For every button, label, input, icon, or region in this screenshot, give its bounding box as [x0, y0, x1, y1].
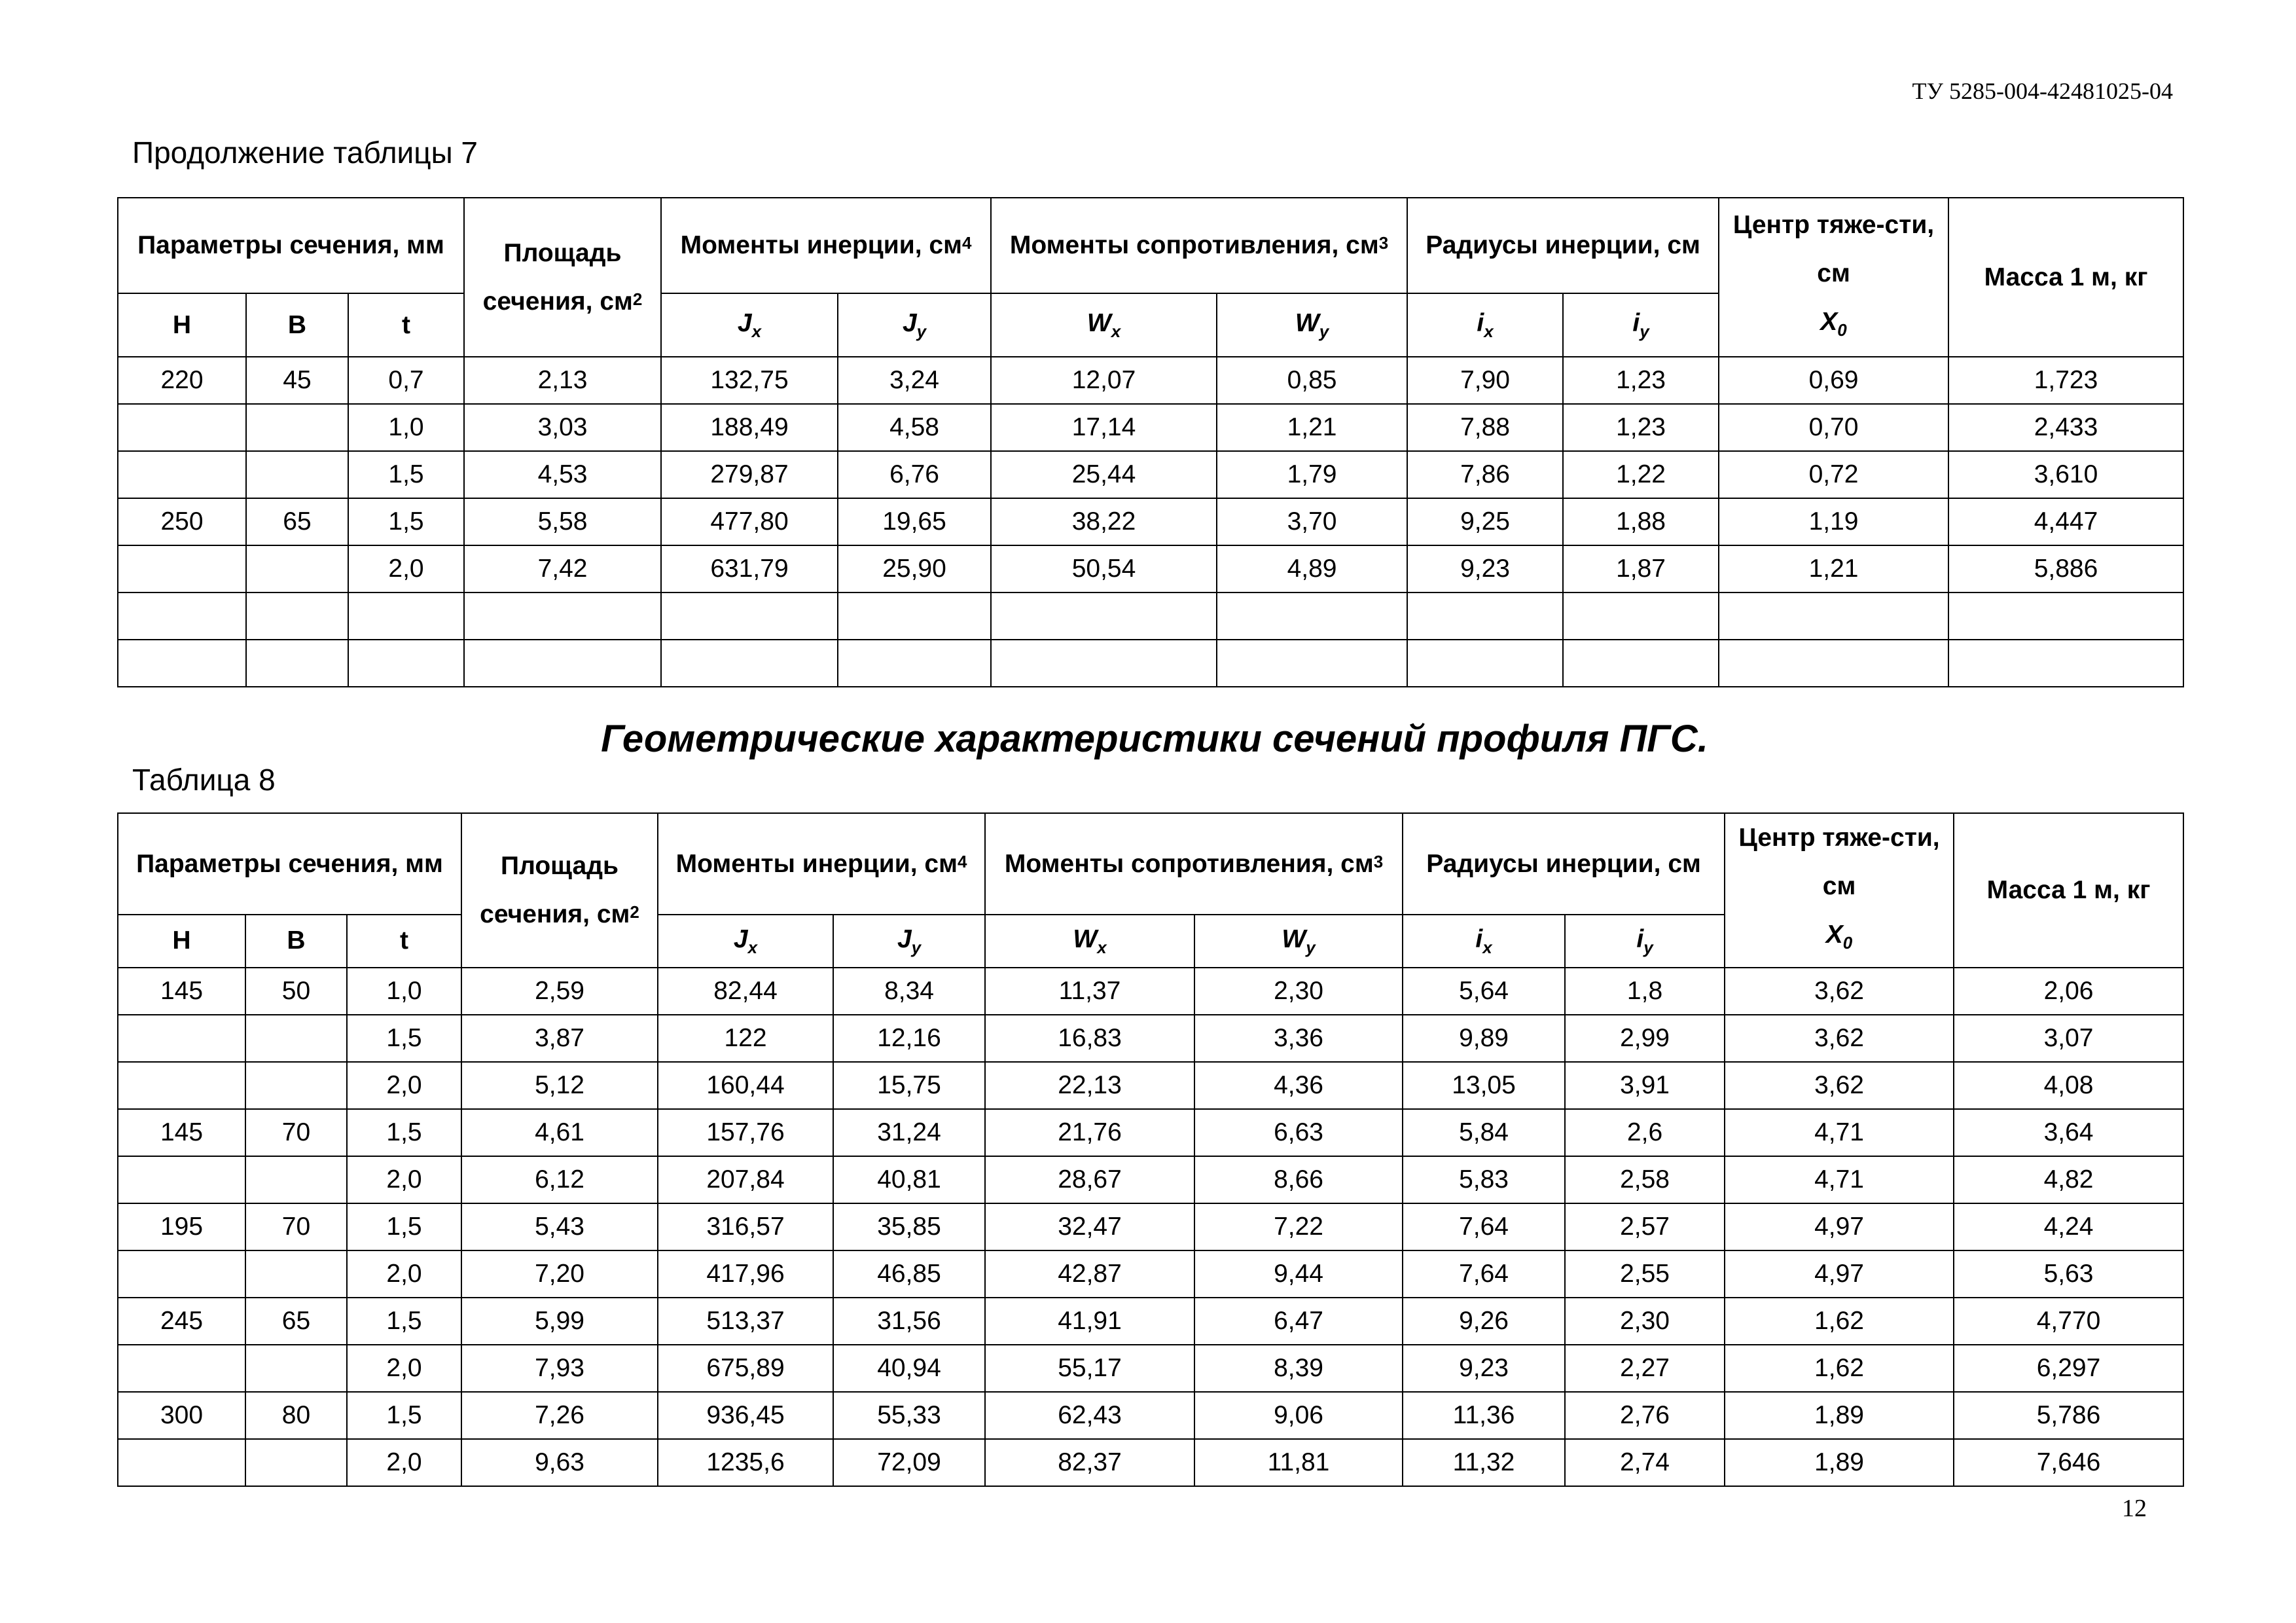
table-cell: 2,58	[1565, 1156, 1725, 1203]
table-cell: 5,43	[461, 1203, 658, 1250]
header-mass: Масса 1 м, кг	[1948, 198, 2183, 357]
header-Jx: $J_x$	[658, 915, 833, 968]
table-cell: 220	[118, 357, 246, 404]
table-row	[118, 1015, 2183, 1062]
table-cell: 7,88	[1407, 404, 1563, 451]
table-cell: 7,646	[1954, 1439, 2183, 1486]
table-7-caption: Продолжение таблицы 7	[132, 136, 478, 170]
table-cell	[1563, 640, 1719, 687]
table-cell: 6,47	[1194, 1298, 1403, 1345]
table-cell: 1,21	[1217, 404, 1407, 451]
table-cell: 2,0	[347, 1250, 461, 1298]
table-cell: 2,76	[1565, 1392, 1725, 1439]
table-cell: 3,64	[1954, 1109, 2183, 1156]
table-cell: 7,86	[1407, 451, 1563, 498]
table-cell	[246, 404, 348, 451]
table-cell: 31,56	[833, 1298, 985, 1345]
table-cell: 6,76	[838, 451, 991, 498]
table-cell: 70	[245, 1109, 347, 1156]
header-inertia: Моменты инерции, $см^4$	[658, 813, 985, 915]
table-cell: 5,786	[1954, 1392, 2183, 1439]
table-cell	[118, 451, 246, 498]
table-cell	[118, 404, 246, 451]
table-cell	[464, 593, 661, 640]
table-cell	[245, 1439, 347, 1486]
table-cell: 3,36	[1194, 1015, 1403, 1062]
table-cell: 12,16	[833, 1015, 985, 1062]
table-cell: 477,80	[661, 498, 838, 545]
table-cell: 4,770	[1954, 1298, 2183, 1345]
table-cell: 5,63	[1954, 1250, 2183, 1298]
table-cell: 513,37	[658, 1298, 833, 1345]
table-cell: 12,07	[991, 357, 1217, 404]
table-cell: 4,53	[464, 451, 661, 498]
table-cell: 1,89	[1725, 1392, 1954, 1439]
table-cell: 145	[118, 968, 245, 1015]
table-cell: 2,30	[1194, 968, 1403, 1015]
table-cell: 41,91	[985, 1298, 1194, 1345]
table-cell: 5,12	[461, 1062, 658, 1109]
table-cell: 2,55	[1565, 1250, 1725, 1298]
table-cell: 11,32	[1403, 1439, 1565, 1486]
table-cell: 1,23	[1563, 357, 1719, 404]
table-cell: 3,07	[1954, 1015, 2183, 1062]
table-cell	[118, 1345, 245, 1392]
table-cell: 3,91	[1565, 1062, 1725, 1109]
table-cell: 82,37	[985, 1439, 1194, 1486]
table-cell: 70	[245, 1203, 347, 1250]
table-cell: 0,69	[1719, 357, 1948, 404]
table-cell: 1,0	[348, 404, 464, 451]
table-cell	[118, 545, 246, 593]
table-cell: 250	[118, 498, 246, 545]
header-B: B	[245, 915, 347, 968]
table-cell: 1,5	[347, 1298, 461, 1345]
table-cell: 4,89	[1217, 545, 1407, 593]
table-cell: 9,25	[1407, 498, 1563, 545]
table-cell: 160,44	[658, 1062, 833, 1109]
table-cell: 1,79	[1217, 451, 1407, 498]
header-radii: Радиусы инерции, см	[1403, 813, 1725, 915]
table-cell: 7,22	[1194, 1203, 1403, 1250]
table-cell: 62,43	[985, 1392, 1194, 1439]
table-cell: 4,447	[1948, 498, 2183, 545]
table-cell: 1,23	[1563, 404, 1719, 451]
table-cell: 1,22	[1563, 451, 1719, 498]
header-area: Площадь сечения, $см^2$	[461, 813, 658, 968]
header-t: t	[347, 915, 461, 968]
header-Wx: $W_x$	[985, 915, 1194, 968]
header-resistance: Моменты сопротивления, $см^3$	[991, 198, 1407, 293]
table-cell	[464, 640, 661, 687]
table-cell	[661, 593, 838, 640]
header-Wy: $W_y$	[1217, 293, 1407, 357]
table-cell: 936,45	[658, 1392, 833, 1439]
table-cell	[246, 640, 348, 687]
table-cell: 4,97	[1725, 1250, 1954, 1298]
table-cell	[118, 1062, 245, 1109]
table-cell: 122	[658, 1015, 833, 1062]
table-row	[118, 1345, 2183, 1392]
table-cell: 3,62	[1725, 1062, 1954, 1109]
table-cell: 11,36	[1403, 1392, 1565, 1439]
table-8	[117, 812, 2184, 1487]
header-H: H	[118, 293, 246, 357]
table-cell: 3,62	[1725, 1015, 1954, 1062]
table-cell: 80	[245, 1392, 347, 1439]
table-cell: 2,99	[1565, 1015, 1725, 1062]
table-7-header	[118, 198, 2183, 357]
table-cell	[245, 1250, 347, 1298]
table-cell: 207,84	[658, 1156, 833, 1203]
table-cell: 1,88	[1563, 498, 1719, 545]
table-cell	[1407, 640, 1563, 687]
table-cell: 3,87	[461, 1015, 658, 1062]
table-cell	[991, 593, 1217, 640]
table-row	[118, 1250, 2183, 1298]
table-cell: 5,886	[1948, 545, 2183, 593]
table-cell: 50,54	[991, 545, 1217, 593]
table-cell	[838, 640, 991, 687]
table-cell: 4,82	[1954, 1156, 2183, 1203]
table-cell: 6,297	[1954, 1345, 2183, 1392]
table-cell	[1217, 640, 1407, 687]
table-cell	[1407, 593, 1563, 640]
table-cell	[1948, 593, 2183, 640]
table-cell: 21,76	[985, 1109, 1194, 1156]
header-center: Центр тяже-сти, см $X_0$	[1719, 198, 1948, 357]
table-cell: 279,87	[661, 451, 838, 498]
table-cell: 2,74	[1565, 1439, 1725, 1486]
table-cell: 55,33	[833, 1392, 985, 1439]
table-cell: 6,12	[461, 1156, 658, 1203]
header-B: B	[246, 293, 348, 357]
table-cell: 1,5	[347, 1109, 461, 1156]
table-row	[118, 593, 2183, 640]
table-cell: 45	[246, 357, 348, 404]
table-cell: 1,62	[1725, 1298, 1954, 1345]
table-cell: 1,62	[1725, 1345, 1954, 1392]
table-cell: 7,90	[1407, 357, 1563, 404]
table-cell: 0,70	[1719, 404, 1948, 451]
header-t: t	[348, 293, 464, 357]
table-cell: 2,57	[1565, 1203, 1725, 1250]
header-Jy: $J_y$	[833, 915, 985, 968]
header-Jx: $J_x$	[661, 293, 838, 357]
table-cell: 82,44	[658, 968, 833, 1015]
table-cell	[991, 640, 1217, 687]
table-cell: 9,44	[1194, 1250, 1403, 1298]
table-row	[118, 1439, 2183, 1486]
header-iy: $i_y$	[1565, 915, 1725, 968]
header-Wy: $W_y$	[1194, 915, 1403, 968]
table-cell: 3,24	[838, 357, 991, 404]
table-7	[117, 197, 2184, 687]
table-cell: 3,03	[464, 404, 661, 451]
table-cell: 5,99	[461, 1298, 658, 1345]
table-cell: 5,58	[464, 498, 661, 545]
table-cell	[118, 1015, 245, 1062]
table-cell: 7,42	[464, 545, 661, 593]
table-cell: 8,39	[1194, 1345, 1403, 1392]
table-cell: 65	[245, 1298, 347, 1345]
table-row	[118, 640, 2183, 687]
table-cell	[1217, 593, 1407, 640]
table-7-body	[118, 357, 2183, 687]
table-cell	[118, 1156, 245, 1203]
table-cell: 8,34	[833, 968, 985, 1015]
table-cell: 0,72	[1719, 451, 1948, 498]
table-cell: 9,06	[1194, 1392, 1403, 1439]
table-cell: 2,30	[1565, 1298, 1725, 1345]
table-cell	[661, 640, 838, 687]
table-cell: 1,5	[348, 451, 464, 498]
table-row	[118, 1392, 2183, 1439]
table-cell: 2,0	[347, 1439, 461, 1486]
header-area: Площадь сечения, $см^2$	[464, 198, 661, 357]
table-cell	[246, 451, 348, 498]
table-cell: 132,75	[661, 357, 838, 404]
header-Wx: $W_x$	[991, 293, 1217, 357]
table-cell: 2,06	[1954, 968, 2183, 1015]
table-row	[118, 1062, 2183, 1109]
table-row	[118, 498, 2183, 545]
table-cell: 3,62	[1725, 968, 1954, 1015]
table-cell: 188,49	[661, 404, 838, 451]
header-iy: $i_y$	[1563, 293, 1719, 357]
table-cell: 675,89	[658, 1345, 833, 1392]
table-row	[118, 1203, 2183, 1250]
table-cell	[1948, 640, 2183, 687]
table-row	[118, 1156, 2183, 1203]
table-cell: 1,19	[1719, 498, 1948, 545]
table-cell	[118, 1250, 245, 1298]
table-cell	[246, 593, 348, 640]
table-cell: 2,0	[347, 1062, 461, 1109]
table-cell: 1,723	[1948, 357, 2183, 404]
table-cell: 1,8	[1565, 968, 1725, 1015]
table-cell: 16,83	[985, 1015, 1194, 1062]
table-cell	[245, 1015, 347, 1062]
table-cell: 2,6	[1565, 1109, 1725, 1156]
table-cell: 17,14	[991, 404, 1217, 451]
table-cell: 4,71	[1725, 1156, 1954, 1203]
table-cell: 25,44	[991, 451, 1217, 498]
table-cell: 8,66	[1194, 1156, 1403, 1203]
table-cell	[1719, 593, 1948, 640]
table-cell: 2,0	[347, 1345, 461, 1392]
table-row	[118, 357, 2183, 404]
table-cell: 3,610	[1948, 451, 2183, 498]
table-cell: 9,26	[1403, 1298, 1565, 1345]
table-cell: 7,26	[461, 1392, 658, 1439]
table-cell: 31,24	[833, 1109, 985, 1156]
table-cell: 1,89	[1725, 1439, 1954, 1486]
table-cell: 245	[118, 1298, 245, 1345]
table-cell: 19,65	[838, 498, 991, 545]
table-cell: 40,94	[833, 1345, 985, 1392]
header-inertia: Моменты инерции, $см^4$	[661, 198, 991, 293]
table-cell: 6,63	[1194, 1109, 1403, 1156]
table-row	[118, 968, 2183, 1015]
table-cell: 7,93	[461, 1345, 658, 1392]
table-cell: 300	[118, 1392, 245, 1439]
table-cell: 9,23	[1407, 545, 1563, 593]
table-cell: 4,58	[838, 404, 991, 451]
header-resistance: Моменты сопротивления, $см^3$	[985, 813, 1403, 915]
header-section-params: Параметры сечения, мм	[118, 198, 464, 293]
table-cell: 50	[245, 968, 347, 1015]
table-cell	[838, 593, 991, 640]
table-row	[118, 1298, 2183, 1345]
table-cell	[118, 640, 246, 687]
table-cell: 2,433	[1948, 404, 2183, 451]
table-cell: 7,64	[1403, 1250, 1565, 1298]
table-cell: 1235,6	[658, 1439, 833, 1486]
header-Jy: $J_y$	[838, 293, 991, 357]
table-cell: 2,13	[464, 357, 661, 404]
table-cell: 3,70	[1217, 498, 1407, 545]
header-mass: Масса 1 м, кг	[1954, 813, 2183, 968]
page-number: 12	[2122, 1495, 2147, 1522]
table-cell: 5,84	[1403, 1109, 1565, 1156]
header-center: Центр тяже-сти, см $X_0$	[1725, 813, 1954, 968]
table-cell: 7,64	[1403, 1203, 1565, 1250]
table-cell: 1,5	[347, 1015, 461, 1062]
table-cell: 9,89	[1403, 1015, 1565, 1062]
table-cell: 15,75	[833, 1062, 985, 1109]
table-cell: 417,96	[658, 1250, 833, 1298]
table-cell: 72,09	[833, 1439, 985, 1486]
table-cell: 2,0	[347, 1156, 461, 1203]
table-cell	[118, 1439, 245, 1486]
table-cell: 32,47	[985, 1203, 1194, 1250]
header-ix: $i_x$	[1403, 915, 1565, 968]
table-cell: 1,0	[347, 968, 461, 1015]
table-cell: 40,81	[833, 1156, 985, 1203]
table-cell: 46,85	[833, 1250, 985, 1298]
table-row	[118, 404, 2183, 451]
table-8-caption: Таблица 8	[132, 763, 276, 797]
table-cell: 5,64	[1403, 968, 1565, 1015]
section-heading: Геометрические характеристики сечений профиля ПГС.	[601, 718, 1708, 760]
table-8-body	[118, 968, 2183, 1486]
table-cell: 4,24	[1954, 1203, 2183, 1250]
table-cell: 7,20	[461, 1250, 658, 1298]
table-cell: 4,08	[1954, 1062, 2183, 1109]
table-cell	[118, 593, 246, 640]
table-cell	[245, 1156, 347, 1203]
table-cell	[245, 1062, 347, 1109]
table-cell: 0,7	[348, 357, 464, 404]
table-cell: 4,97	[1725, 1203, 1954, 1250]
table-cell: 11,37	[985, 968, 1194, 1015]
table-cell: 1,5	[347, 1203, 461, 1250]
table-cell: 195	[118, 1203, 245, 1250]
table-row	[118, 451, 2183, 498]
table-row	[118, 1109, 2183, 1156]
table-cell: 157,76	[658, 1109, 833, 1156]
table-cell: 55,17	[985, 1345, 1194, 1392]
table-cell: 1,5	[348, 498, 464, 545]
table-cell: 2,27	[1565, 1345, 1725, 1392]
table-cell: 4,36	[1194, 1062, 1403, 1109]
table-cell: 5,83	[1403, 1156, 1565, 1203]
table-cell: 2,59	[461, 968, 658, 1015]
table-cell	[1563, 593, 1719, 640]
table-cell: 13,05	[1403, 1062, 1565, 1109]
header-section-params: Параметры сечения, мм	[118, 813, 461, 915]
table-cell: 42,87	[985, 1250, 1194, 1298]
document-code: ТУ 5285-004-42481025-04	[1912, 78, 2173, 104]
header-radii: Радиусы инерции, см	[1407, 198, 1719, 293]
table-cell: 0,85	[1217, 357, 1407, 404]
table-cell: 631,79	[661, 545, 838, 593]
table-cell	[1719, 640, 1948, 687]
table-cell	[245, 1345, 347, 1392]
table-cell: 28,67	[985, 1156, 1194, 1203]
table-cell	[348, 593, 464, 640]
header-ix: $i_x$	[1407, 293, 1563, 357]
table-cell: 2,0	[348, 545, 464, 593]
table-cell: 9,23	[1403, 1345, 1565, 1392]
table-cell: 11,81	[1194, 1439, 1403, 1486]
table-cell: 35,85	[833, 1203, 985, 1250]
header-H: H	[118, 915, 245, 968]
table-cell: 9,63	[461, 1439, 658, 1486]
table-cell: 1,21	[1719, 545, 1948, 593]
table-row	[118, 545, 2183, 593]
table-cell: 38,22	[991, 498, 1217, 545]
table-cell: 25,90	[838, 545, 991, 593]
table-cell: 65	[246, 498, 348, 545]
table-cell: 1,87	[1563, 545, 1719, 593]
table-cell: 145	[118, 1109, 245, 1156]
table-cell: 4,71	[1725, 1109, 1954, 1156]
table-cell: 4,61	[461, 1109, 658, 1156]
table-8-header	[118, 813, 2183, 968]
table-cell: 316,57	[658, 1203, 833, 1250]
table-cell	[348, 640, 464, 687]
table-cell: 1,5	[347, 1392, 461, 1439]
table-cell	[246, 545, 348, 593]
table-cell: 22,13	[985, 1062, 1194, 1109]
